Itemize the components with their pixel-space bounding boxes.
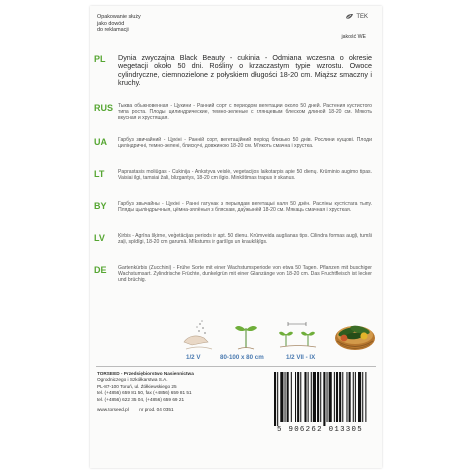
- barcode-bar: [304, 372, 306, 422]
- barcode-bar: [280, 372, 283, 422]
- cultivation-illustrations: [94, 308, 378, 356]
- section-by: [94, 201, 372, 213]
- section-de: [94, 265, 372, 284]
- producer-id: nr prod. 04 0351: [139, 407, 174, 413]
- complaint-note-line-1: Opakowanie służy: [97, 14, 141, 20]
- barcode-bar: [353, 372, 354, 422]
- description: Gartenkürbis (Zucchini) - Frühe Sorte mit einer Wachstumsperiode von etwa 50 Tagen. Pflanzen mit buschiger Wachstumsart. Zylindrische Früchte, dunkelgrün mit einer Glanzänge von 18-20 cm. Das Fruchtfleisch ist lecker und brüchig.: [118, 265, 372, 284]
- company-line-3: PL-87-100 Toruń, ul. Żółkiewskiego 25: [97, 383, 177, 389]
- barcode-bar: [339, 372, 341, 422]
- leaf-icon: [345, 13, 354, 20]
- barcode-bar: [334, 372, 335, 422]
- barcode-bar: [311, 372, 312, 422]
- description: Гарбуз звичайний - Цукіні - Ранній сорт, вегетаційний період близько 50 днів. Рослини кущові. Плоди циліндричні, темно-зелені, блискучі, довжиною 18-20 см. М'якоть смачна і хрустка.: [118, 137, 372, 150]
- barcode-bar: [297, 372, 299, 422]
- barcode-bar: [346, 372, 347, 422]
- barcode-bar: [274, 372, 276, 426]
- company-line-4: tel. (+4856) 659 81 50, fax (+4856) 659 81 51: [97, 390, 192, 396]
- section-lv: [94, 233, 372, 245]
- company-info: [97, 371, 194, 413]
- lang-code: UA: [94, 137, 107, 147]
- barcode-bar: [300, 372, 301, 422]
- sowing-time: 1/2 V: [186, 354, 201, 361]
- lang-code: LV: [94, 233, 105, 243]
- barcode-bar: [349, 372, 351, 422]
- barcode-bar: [277, 372, 278, 426]
- description: Paprastasis moliūgas - Cukinija - Ankstyva veislė, vegetacijos laikotarpis apie 50 dienų. Krūminio augimo tipas. Vaisiai ilgi, tamsiai žali, blizgantys, 18-20 cm ilgio. Minkštimas trapus ir skanus.: [118, 169, 372, 182]
- plant-spacing: 80-100 x 80 cm: [220, 354, 264, 361]
- lang-code: RUS: [94, 103, 114, 113]
- company-line-1: TORSEED - Przedsiębiorstwo Nasiennictwa: [97, 371, 194, 376]
- company-website: [97, 407, 194, 413]
- barcode-bar: [323, 372, 325, 426]
- tek-label: TEK: [356, 13, 368, 20]
- barcode-bar: [291, 372, 292, 422]
- lang-code: DE: [94, 265, 107, 275]
- complaint-note-line-3: do reklamacji: [97, 27, 129, 34]
- barcode-bar: [342, 372, 343, 422]
- barcode-bar: [287, 372, 289, 422]
- description: Ķirbis - Agrīna šķirne, veģetācijas periods ir apt. 50 dienu. Krūmveida augšanas tips. Cilindra formas augļi, tumši zaļi, spīdīgi, 18-20 cm garumā. Mīkstums ir garšīgs un kraukšķīgs.: [118, 233, 372, 246]
- divider: [96, 366, 376, 367]
- tek-mark: [345, 13, 368, 20]
- barcode-bar: [362, 372, 363, 422]
- ean-number: 5 906262 013305: [276, 426, 364, 434]
- section-lt: [94, 169, 372, 181]
- website-link[interactable]: www.torseed.pl: [97, 407, 129, 413]
- harvest-basket-icon: [332, 308, 378, 354]
- section-pl: [94, 54, 372, 88]
- barcode-bar: [358, 372, 361, 422]
- complaint-note: [97, 14, 141, 34]
- barcode-bar: [285, 372, 286, 422]
- seed-packet-back: [90, 6, 382, 468]
- barcode-bars: [270, 370, 370, 426]
- barcode-bar: [365, 372, 366, 422]
- barcode-bar: [355, 372, 356, 422]
- company-line-5: tel. (+4856) 622 35 04, (+4856) 659 69 21: [97, 396, 185, 402]
- lang-code: BY: [94, 201, 107, 211]
- company-line-2: Ogrodniczego i Szkółkarstwa S.A.: [97, 377, 168, 383]
- description: Dynia zwyczajna Black Beauty - cukinia - Odmiana wczesna o okresie wegetacji około 50 dni. Rośliny o krzaczastym typie wzrostu. Owoce cylindryczne, ciemnozielone z połyskiem długości 18-20 cm. Miąższ smaczny i kruchy.: [118, 53, 372, 88]
- harvest-time: 1/2 VII - IX: [286, 354, 316, 361]
- lang-code: LT: [94, 169, 105, 179]
- seed-hand-icon: [182, 312, 216, 352]
- section-ua: [94, 137, 372, 149]
- barcode-bar: [327, 372, 328, 422]
- description: Тыква обыкновенная - Цукини - Ранний сорт с периодом вегетации около 50 дней. Растения кустистого типа роста. Плоды цилиндрические, темно-зеленые с глянцевым блеском длиной 18-20 см. Мякоть вкусная и хрустящая.: [118, 103, 372, 122]
- barcode-bar: [313, 372, 316, 422]
- description: Гарбуз звычайны - Цукіні - Ранні гатунак з перыядам вегетацыі каля 50 дзён. Расліны кустістага тыпу. Пляды цыліндрычныя, цёмна-зялёныя з бляскам, даўжынёй 18-20 см. Мякаць смачная і хрусткая.: [118, 201, 372, 214]
- barcode-bar: [329, 372, 332, 422]
- barcode: [270, 370, 370, 426]
- barcode-bar: [336, 372, 338, 422]
- seedling-spacing-icon: [278, 316, 318, 352]
- section-rus: [94, 103, 372, 122]
- barcode-bar: [320, 372, 321, 422]
- complaint-note-line-2: jako dowód: [97, 20, 125, 27]
- barcode-bar: [308, 372, 309, 422]
- seedling-icon: [234, 316, 258, 352]
- quality-label: jakość WE: [341, 34, 366, 40]
- barcode-bar: [317, 372, 319, 422]
- barcode-bar: [295, 372, 296, 422]
- lang-code: PL: [94, 54, 106, 64]
